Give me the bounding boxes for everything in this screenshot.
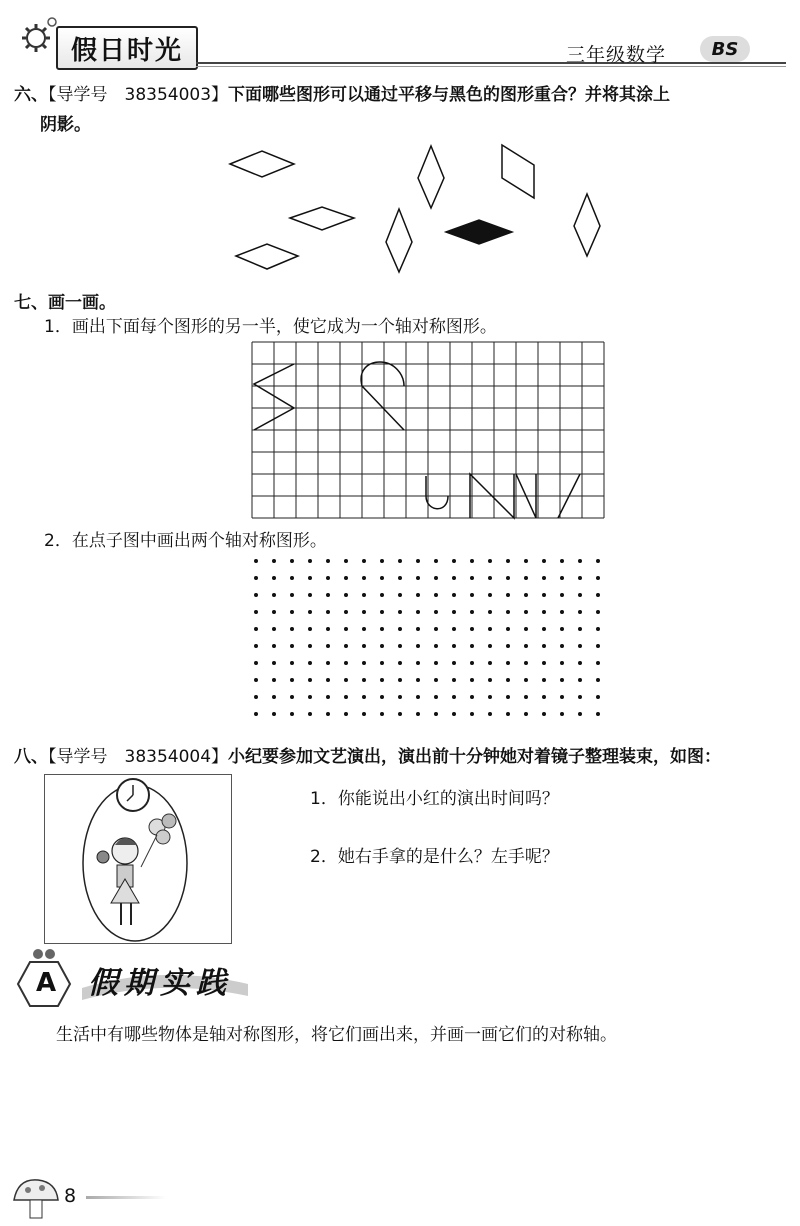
q8-text: 小纪要参加文艺演出，演出前十分钟她对着镜子整理装束，如图： [228,747,722,767]
grid-dot [542,576,546,580]
grid-dot [272,576,276,580]
grid-dot [254,695,258,699]
grid-dot [560,644,564,648]
u-half-shape [426,476,448,509]
grid-dot [434,644,438,648]
grid-dot [452,712,456,716]
grid-dot [506,610,510,614]
grid-dot [254,644,258,648]
grid-dot [578,678,582,682]
dot-grid [250,556,610,720]
grid-dot [524,644,528,648]
grid-dot [470,712,474,716]
grid-dot [326,712,330,716]
grid-dot [398,610,402,614]
grid-dot [578,661,582,665]
grid-dot [596,576,600,580]
grid-dot [542,695,546,699]
grid-dot [560,593,564,597]
grid-dot [272,712,276,716]
grid-dot [578,644,582,648]
grid-dot [380,559,384,563]
rhombus-shape-7 [574,194,600,256]
grid-dot [416,559,420,563]
grid-dot [452,559,456,563]
footer-rule [86,1196,166,1199]
header-rule [196,62,786,64]
grid-dot [290,627,294,631]
grid-dot [308,559,312,563]
grid-dot [470,678,474,682]
mushroom-icon [10,1174,62,1222]
grid-dot [434,559,438,563]
grid-dot [362,593,366,597]
grid-dot [254,559,258,563]
grid-dot [362,678,366,682]
grid-dot [524,559,528,563]
grid-dot [254,661,258,665]
grid-dot [272,593,276,597]
q8-line [14,744,800,770]
grid-dot [560,661,564,665]
grid-dot [524,695,528,699]
grid-dot [362,610,366,614]
grid-dot [362,576,366,580]
grid-dot [488,695,492,699]
grid-dot [506,627,510,631]
grid-dot [578,610,582,614]
rhombus-shape-3 [236,244,298,269]
grid-dot [506,712,510,716]
grid-dot [398,695,402,699]
grid-dot [542,610,546,614]
flower-icon [97,851,109,863]
grid-dot [254,576,258,580]
grid-dot [380,610,384,614]
grid-dot [272,610,276,614]
q6-number: 六、 [14,85,48,105]
grid-dot [578,593,582,597]
grid-dot [344,627,348,631]
grid-dot [362,559,366,563]
grid-dot [434,712,438,716]
grid-dot [398,678,402,682]
grid-dot [542,712,546,716]
grid-dot [524,678,528,682]
grid-dot [506,559,510,563]
grid-dot [326,593,330,597]
grid-dot [326,627,330,631]
grid-dot [506,644,510,648]
grid-dot [416,644,420,648]
grid-dot [362,712,366,716]
grid-dot [488,678,492,682]
grid-dot [362,644,366,648]
grid-dot [434,695,438,699]
grid-dot [326,644,330,648]
grid-dot [470,644,474,648]
grid-dot [488,593,492,597]
grid-dot [308,661,312,665]
grid-dot [542,627,546,631]
grid-dot [272,644,276,648]
rhombus-shape-6 [386,209,412,272]
grid-dot [452,610,456,614]
grid-dot [308,644,312,648]
grid-dot [596,610,600,614]
grid-dot [326,661,330,665]
grid-dot [398,661,402,665]
grid-dot [470,661,474,665]
grid-dot [578,712,582,716]
grid-dot [290,644,294,648]
symmetry-grid [250,340,606,520]
grid-dot [344,644,348,648]
grid-dot [560,678,564,682]
q6-line2: 阴影。 [40,115,91,135]
q6-guide: 【导学号 38354003】 [48,85,229,105]
grid-dot [542,644,546,648]
grid-dot [398,576,402,580]
grid-dot [488,559,492,563]
rhombus-shape-4 [418,146,444,208]
grid-dot [596,695,600,699]
header-title: 假日时光 [56,26,198,70]
rhombus-shape-2 [290,207,354,230]
grid-dot [398,644,402,648]
grid-dot [452,678,456,682]
grid-dot [308,627,312,631]
grid-dot [308,678,312,682]
grid-dot [254,712,258,716]
q8-sub1: 1．你能说出小红的演出时间吗？ [310,789,559,809]
grid-dot [416,593,420,597]
grid-dot [380,627,384,631]
grid-dot [254,593,258,597]
grid-dot [560,695,564,699]
grid-dot [416,610,420,614]
grid-dot [272,695,276,699]
grid-dot [506,695,510,699]
grid-dot [362,661,366,665]
grid-dot [434,678,438,682]
grid-dot [434,593,438,597]
grid-dot [524,593,528,597]
grid-dot [596,559,600,563]
grid-dot [380,661,384,665]
grid-dot [290,593,294,597]
grid-dot [398,627,402,631]
page-number: 8 [64,1185,77,1207]
header-gear-icon [14,14,58,58]
grid-dot [362,627,366,631]
grid-dot [398,712,402,716]
grid-dot [596,678,600,682]
grid-dot [488,712,492,716]
q7-sub2: 2．在点子图中画出两个轴对称图形。 [44,531,327,551]
grid-dot [578,576,582,580]
grid-dot [578,627,582,631]
grid-dot [560,559,564,563]
grid-dot [308,593,312,597]
grid-dot [542,661,546,665]
grid-dot [308,712,312,716]
grid-dot [326,576,330,580]
grid-dot [326,610,330,614]
grid-dot [542,559,546,563]
grid-dot [560,610,564,614]
grid-dot [344,678,348,682]
grid-dot [560,712,564,716]
grid-dot [452,593,456,597]
grid-dot [524,610,528,614]
grid-dot [488,661,492,665]
grid-dot [434,627,438,631]
grid-dot [254,610,258,614]
grid-dot [362,695,366,699]
grid-dot [308,576,312,580]
grid-dot [344,610,348,614]
q7-heading: 七、画一画。 [14,293,116,313]
grid-dot [506,678,510,682]
grid-dot [470,695,474,699]
grid-dot [380,678,384,682]
grid-dot [506,576,510,580]
grid-dot [272,559,276,563]
header-rule-thin [196,66,786,67]
rhombus-shape-5 [502,145,534,198]
grid-dot [398,593,402,597]
practice-title: 假期实践 [88,966,232,1001]
grid-dot [434,610,438,614]
q8-number: 八、 [14,747,48,767]
grid-dot [470,627,474,631]
grid-dot [470,576,474,580]
grid-dot [326,559,330,563]
grid-dot [452,661,456,665]
grid-dot [380,644,384,648]
grid-dot [344,661,348,665]
grid-dot [344,712,348,716]
edition-badge [700,36,750,62]
grid-dot [344,559,348,563]
grid-dot [272,678,276,682]
grid-dot [416,576,420,580]
practice-text: 生活中有哪些物体是轴对称图形，将它们画出来，并画一画它们的对称轴。 [56,1025,617,1045]
grid-dot [416,695,420,699]
q6-line1 [14,82,794,108]
grid-dot [524,712,528,716]
grid-dot [434,576,438,580]
grid-dot [308,695,312,699]
grid-dot [452,695,456,699]
grid-dot [596,661,600,665]
grid-dot [290,576,294,580]
grid-dot [506,661,510,665]
grid-dot [254,678,258,682]
grid-dot [524,627,528,631]
grid-dot [290,712,294,716]
grid-dot [344,695,348,699]
q7-sub1: 1．画出下面每个图形的另一半，使它成为一个轴对称图形。 [44,317,497,337]
grid-dot [560,627,564,631]
grid-dot [416,678,420,682]
grid-dot [488,576,492,580]
grid-dot [434,661,438,665]
grid-dot [596,593,600,597]
grid-dot [488,627,492,631]
grid-dot [398,559,402,563]
grid-dot [596,644,600,648]
q6-shapes [0,130,800,280]
grid-dot [524,576,528,580]
grid-dot [506,593,510,597]
rhombus-shape-1 [230,151,294,177]
grid-dot [272,661,276,665]
grid-dot [326,695,330,699]
grid-dot [380,695,384,699]
grid-dot [254,627,258,631]
grid-dot [470,610,474,614]
grid-dot [542,678,546,682]
grid-dot [380,593,384,597]
grid-dot [578,695,582,699]
grid-dot [290,678,294,682]
grid-dot [470,593,474,597]
grid-dot [452,627,456,631]
grid-dot [308,610,312,614]
grid-dot [578,559,582,563]
grid-dot [290,695,294,699]
mirror-picture [44,774,232,944]
q8-sub2: 2．她右手拿的是什么？左手呢？ [310,847,559,867]
grid-dot [380,712,384,716]
grid-dot [560,576,564,580]
grid-dot [416,627,420,631]
grid-dot [344,576,348,580]
q6-text: 下面哪些图形可以通过平移与黑色的图形重合？并将其涂上 [228,85,671,105]
grid-dot [344,593,348,597]
practice-badge: A [36,968,57,998]
grid-dot [290,661,294,665]
rhombus-black-shape [446,220,512,244]
grid-dot [470,559,474,563]
grid-dot [380,576,384,580]
grid-dot [596,627,600,631]
grid-dot [416,712,420,716]
grid-dot [290,610,294,614]
grid-dot [452,576,456,580]
grid-dot [326,678,330,682]
grid-dot [272,627,276,631]
q8-guide: 【导学号 38354004】 [48,747,229,767]
grid-dot [452,644,456,648]
grid-dot [488,610,492,614]
grid-dot [596,712,600,716]
edition-label: BS [711,38,739,60]
grid-dot [524,661,528,665]
grid-dot [416,661,420,665]
grade-subject: 三年级数学 [566,44,667,66]
grid-dot [488,644,492,648]
grid-dot [542,593,546,597]
grid-dot [290,559,294,563]
heart-half-shape [361,362,404,430]
